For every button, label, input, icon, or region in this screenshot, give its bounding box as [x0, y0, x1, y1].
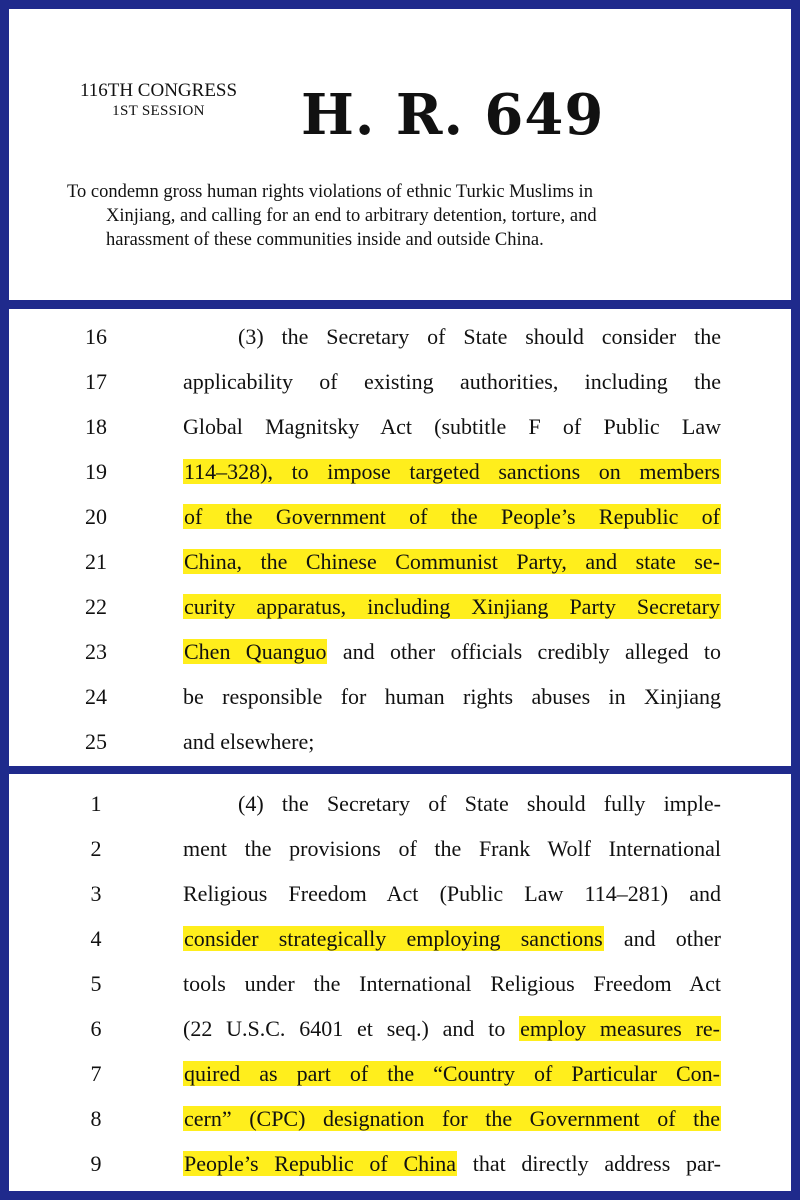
bill-header-panel [9, 9, 791, 300]
line-text-plain: that directly address par- [457, 1151, 721, 1176]
line-text [238, 315, 721, 359]
bill-line [9, 315, 791, 359]
line-text [238, 782, 721, 826]
line-number: 9 [90, 1151, 102, 1176]
line-text-plain: (3) the Secretary of State should consider the [238, 324, 721, 349]
bill-line [9, 405, 791, 449]
line-text [183, 1007, 721, 1051]
highlighted-text: Chen Quanguo [184, 639, 327, 664]
highlighted-text: 114–328), to impose targeted sanctions on members [184, 459, 720, 484]
highlighted-text: consider strategically employing sanctions [184, 926, 603, 951]
line-text [183, 540, 721, 584]
bill-line [9, 872, 791, 916]
congress-label: 116TH CONGRESS [79, 80, 238, 101]
line-number: 16 [85, 324, 107, 349]
line-text [183, 1142, 721, 1186]
line-text [183, 872, 721, 916]
line-number: 25 [85, 729, 107, 754]
bill-title-line: Xinjiang, and calling for an end to arbitrary detention, torture, and [106, 206, 597, 226]
highlighted-text: quired as part of the “Country of Particular Con- [184, 1061, 720, 1086]
highlighted-text: China, the Chinese Communist Party, and state se- [184, 549, 720, 574]
line-number: 7 [90, 1061, 102, 1086]
line-number: 17 [85, 369, 107, 394]
line-text [183, 720, 721, 764]
bill-line [9, 1142, 791, 1186]
highlighted-text: curity apparatus, including Xinjiang Party Secretary [184, 594, 720, 619]
highlighted-text: of the Government of the People’s Republic of [184, 504, 720, 529]
line-text [183, 450, 721, 494]
line-number: 24 [85, 684, 107, 709]
bill-line [9, 540, 791, 584]
line-text-plain: ment the provisions of the Frank Wolf International [183, 836, 721, 861]
bill-line [9, 585, 791, 629]
bill-title-line: harassment of these communities inside and outside China. [106, 230, 544, 250]
highlighted-text: People’s Republic of China [184, 1151, 456, 1176]
bill-line [9, 720, 791, 764]
line-text-plain: and other [603, 926, 721, 951]
line-text [183, 1097, 721, 1141]
bill-title-line: To condemn gross human rights violations of ethnic Turkic Muslims in [67, 182, 593, 202]
congress-session-block [61, 81, 256, 121]
line-number: 8 [90, 1106, 102, 1131]
line-number: 18 [85, 414, 107, 439]
line-text [183, 1052, 721, 1096]
line-number: 4 [90, 926, 102, 951]
line-text [183, 827, 721, 871]
session-label: 1ST SESSION [112, 103, 205, 119]
line-number: 20 [85, 504, 107, 529]
line-text [183, 675, 721, 719]
line-text-plain: be responsible for human rights abuses in Xinjiang [183, 684, 721, 709]
line-number: 6 [90, 1016, 102, 1041]
bill-line [9, 1097, 791, 1141]
bill-line [9, 917, 791, 961]
line-text-plain: and elsewhere; [183, 729, 315, 754]
bill-title [67, 180, 767, 252]
line-number: 23 [85, 639, 107, 664]
line-number: 2 [90, 836, 102, 861]
line-text-plain: applicability of existing authorities, including the [183, 369, 721, 394]
bill-line [9, 495, 791, 539]
line-number: 5 [90, 971, 102, 996]
line-text [183, 405, 721, 449]
bill-line [9, 675, 791, 719]
line-number: 21 [85, 549, 107, 574]
bill-line [9, 827, 791, 871]
bill-line [9, 962, 791, 1006]
line-number: 19 [85, 459, 107, 484]
line-text-plain: tools under the International Religious Freedom Act [183, 971, 721, 996]
bill-line [9, 1007, 791, 1051]
line-text-plain: and other officials credibly alleged to [327, 639, 721, 664]
highlighted-text: employ measures re- [520, 1016, 721, 1041]
bill-line [9, 450, 791, 494]
line-text [183, 630, 721, 674]
line-text [183, 495, 721, 539]
line-text [183, 585, 721, 629]
line-text [183, 962, 721, 1006]
line-text [183, 917, 721, 961]
line-number: 3 [90, 881, 102, 906]
line-text-plain: (4) the Secretary of State should fully imple- [238, 791, 721, 816]
line-number: 22 [85, 594, 107, 619]
bill-line [9, 360, 791, 404]
bill-page-excerpt-b [9, 774, 791, 1191]
bill-line [9, 1052, 791, 1096]
bill-line [9, 782, 791, 826]
line-text-plain: Global Magnitsky Act (subtitle F of Public Law [183, 414, 721, 439]
line-text-plain: (22 U.S.C. 6401 et seq.) and to [183, 1016, 520, 1041]
bill-page-excerpt-a [9, 309, 791, 766]
line-text [183, 360, 721, 404]
highlighted-text: cern” (CPC) designation for the Government of the [184, 1106, 720, 1131]
bill-line [9, 630, 791, 674]
line-text-plain: Religious Freedom Act (Public Law 114–281) and [183, 881, 721, 906]
bill-number: H. R. 649 [301, 82, 605, 148]
line-number: 1 [90, 791, 102, 816]
